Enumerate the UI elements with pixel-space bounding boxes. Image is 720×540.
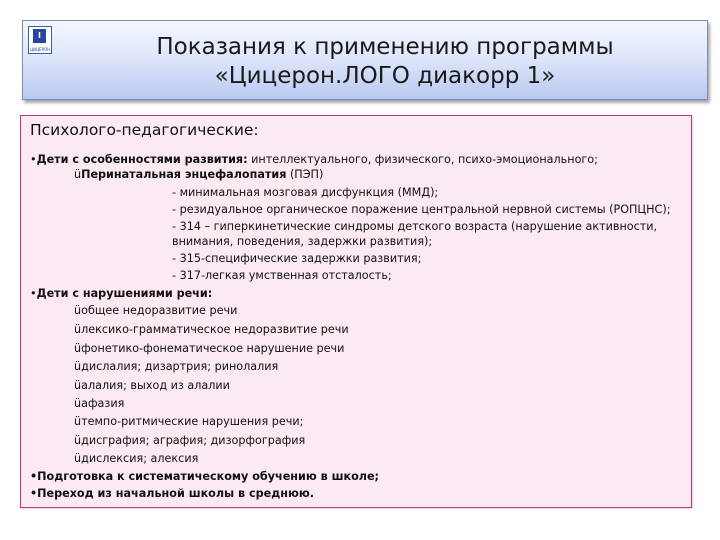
group-label: Дети с особенностями развития: (36, 153, 248, 166)
logo (28, 26, 52, 54)
check-icon: ü (74, 397, 82, 410)
list-item: üтемпо-ритмические нарушения речи; (74, 415, 304, 428)
bullet-icon: • (30, 470, 38, 483)
list-item: üафазия (74, 397, 125, 410)
list-item: üлексико-грамматическое недоразвитие речи (74, 323, 349, 336)
check-icon: ü (74, 452, 82, 465)
list-item (30, 153, 598, 167)
page-title (83, 33, 687, 91)
group-label: Дети с нарушениями речи: (36, 287, 213, 300)
title-line-1: Показания к применению программы (156, 34, 614, 60)
title-banner (22, 20, 708, 100)
sub-text: (ПЭП) (286, 168, 324, 181)
list-item: üдислалия; дизартрия; ринолалия (74, 360, 279, 373)
check-icon: ü (74, 168, 82, 181)
detail-line: внимания, поведения, задержки развития); (172, 235, 433, 248)
group-text: интеллектуального, физического, психо-эмоционального; (247, 153, 598, 166)
list-item: üфонетико-фонематическое нарушение речи (74, 342, 345, 355)
detail-line: - резидуальное органическое поражение центральной нервной системы (РОПЦНС); (172, 203, 671, 216)
check-icon: ü (74, 379, 82, 392)
detail-line: - 317-легкая умственная отсталость; (172, 269, 392, 282)
title-line-2: «Цицерон.ЛОГО диакорр 1» (214, 63, 556, 89)
check-icon: ü (74, 434, 82, 447)
bullet-icon: • (30, 487, 38, 500)
list-item: •Переход из начальной школы в среднюю. (30, 487, 315, 500)
logo-text: ЦИЦЕРОН (29, 47, 51, 52)
check-icon: ü (74, 323, 82, 336)
check-icon: ü (74, 415, 82, 428)
bullet-icon: • (30, 153, 37, 166)
list-item: •Подготовка к систематическому обучению в школе; (30, 470, 380, 483)
check-icon: ü (74, 304, 82, 317)
check-icon: ü (74, 342, 82, 355)
detail-line: - 314 – гиперкинетические синдромы детского возраста (нарушение активности, (172, 220, 658, 233)
list-item: üдислексия; алексия (74, 452, 199, 465)
check-icon: ü (74, 360, 82, 373)
logo-mark: l (33, 29, 46, 43)
detail-line: - 315-специфические задержки развития; (172, 252, 422, 265)
section-subtitle: Психолого-педагогические: (30, 121, 259, 139)
list-item: üобщее недоразвитие речи (74, 304, 238, 317)
list-item (74, 168, 323, 182)
content-box (20, 115, 692, 508)
list-item (30, 287, 212, 301)
detail-line: - минимальная мозговая дисфункция (ММД); (172, 186, 439, 199)
list-item: üалалия; выход из алалии (74, 379, 230, 392)
list-item: üдисграфия; аграфия; дизорфография (74, 434, 306, 447)
sub-label: Перинатальная энцефалопатия (81, 168, 287, 181)
bullet-icon: • (30, 287, 37, 300)
